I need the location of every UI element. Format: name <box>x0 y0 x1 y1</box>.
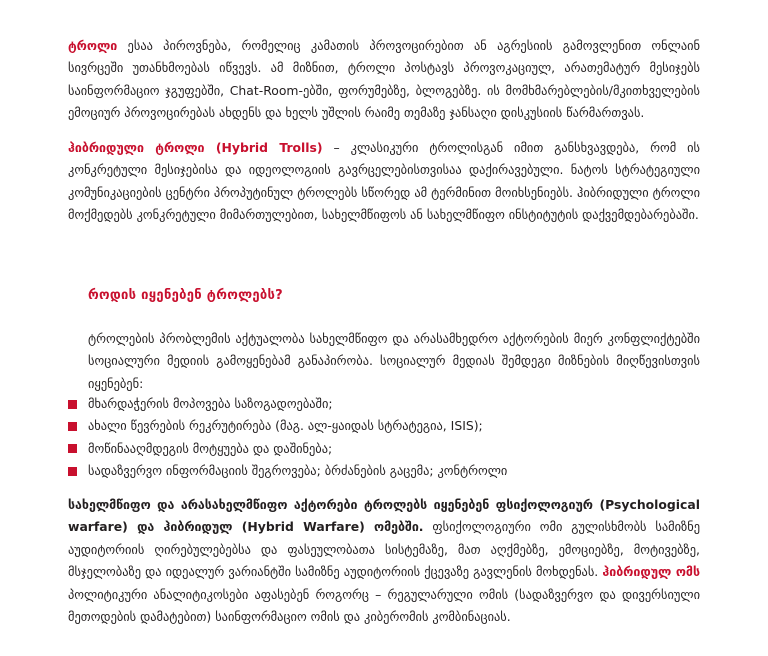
term-hybrid-warfare: ჰიბრიდულ ომს <box>602 564 700 580</box>
red-square-bullet-icon <box>68 400 77 409</box>
bullet-text: ახალი წევრების რეკრუტირება (მაგ. ალ-ყაიდას სტრატეგია, ISIS); <box>88 418 483 434</box>
red-square-bullet-icon <box>68 444 77 453</box>
bullet-text: მოწინააღმდეგის მოტყუება და დაშინება; <box>88 440 333 456</box>
section-heading: როდის იყენებენ ტროლებს? <box>88 288 284 303</box>
red-square-bullet-icon <box>68 422 77 431</box>
red-square-bullet-icon <box>68 467 77 476</box>
bullet-item <box>68 460 700 482</box>
bullet-text: მხარდაჭერის მოპოვება საზოგადოებაში; <box>88 396 333 411</box>
paragraph-warfare <box>68 494 700 628</box>
paragraph-hybrid-troll-definition <box>68 137 700 227</box>
bullet-text: სადაზვერვო ინფორმაციის შეგროვება; ბრძანების გაცემა; კონტროლი <box>88 463 508 479</box>
bullet-item <box>68 415 700 437</box>
bullet-item <box>68 438 700 460</box>
term-hybrid-troll: ჰიბრიდული ტროლი (Hybrid Trolls) <box>68 140 323 155</box>
warfare-text-a: ფსიქოლოგიური ომი გულისხმობს სამიზნე აუდიტორიის ღირებულებებსა და ფასეულობათა სისტემაზე, მათ აღქმებზე, ემოციებზე, მოტივებზე, მსჯელობაზე და იდეალურ ვარიანტში სამიზნე აუდიტორიის ქცევაზე გავლენის მოხდენას. <box>68 519 700 580</box>
bullet-list <box>68 393 700 483</box>
paragraph-troll-definition <box>68 35 700 125</box>
bullet-item <box>68 393 700 415</box>
term-troll: ტროლი <box>68 38 118 53</box>
warfare-lead-bold: სახელმწიფო და არასახელმწიფო აქტორები ტროლებს იყენებენ ფსიქოლოგიურ (Psychological warfare) და ჰიბრიდულ (Hybrid Warfare) ომებში. <box>68 497 700 535</box>
warfare-text-b: პოლიტიკური ანალიტიკოსები აფასებენ როგორც – რეგულარული ომის (სადაზვერვო და დივერსიული მეთოდების დამატებით) საინფორმაციო ომის და კიბერომის კომბინაციას. <box>68 586 700 625</box>
paragraph-social-media-intro: ტროლების პრობლემის აქტუალობა სახელმწიფო და არასამხედრო აქტორების მიერ კონფლიქტებში სოციალური მედიის გამოყენებამ განაპირობა. სოციალურ მედიას შემდეგი მიზნების მიღწევისთვის იყენებენ: <box>88 331 700 391</box>
hybrid-troll-definition-text: – კლასიკური ტროლისგან იმით განსხვავდება, რომ ის კონკრეტული მესიჯებისა და იდეოლოგიის გავრცელებისთვისაა დაქირავებული. ნატოს სტრატეგიული კომუნიკაციების ცენტრი პროპუტინულ ტროლებს სწორედ ამ ტერმინით მოიხსენიებს. ჰიბრიდული ტროლი მოქმედებს კონკრეტული მიმართულებით, სახელმწიფოს ან სახელმწიფო ინსტიტუტის დაქვემდებარებაში. <box>68 140 700 223</box>
troll-definition-text: ესაა პიროვნება, რომელიც კამათის პროვოცირებით ან აგრესიის გამოვლენით ონლაინ სივრცეში უთანხმოებას იწვევს. ამ მიზნით, ტროლი პოსტავს პროვოკაციულ, არათემატურ მესიჯებს საინფორმაციო ჯგუფებში, Chat-Room-ებში, ფორუმებზე, ბლოგებზე. ის მომხმარებლების/მკითხველების ემოციურ პროვოცირებას ახდენს და ხელს უშლის რაიმე თემაზე ჯანსაღი დისკუსიის წარმართვას. <box>68 38 700 121</box>
